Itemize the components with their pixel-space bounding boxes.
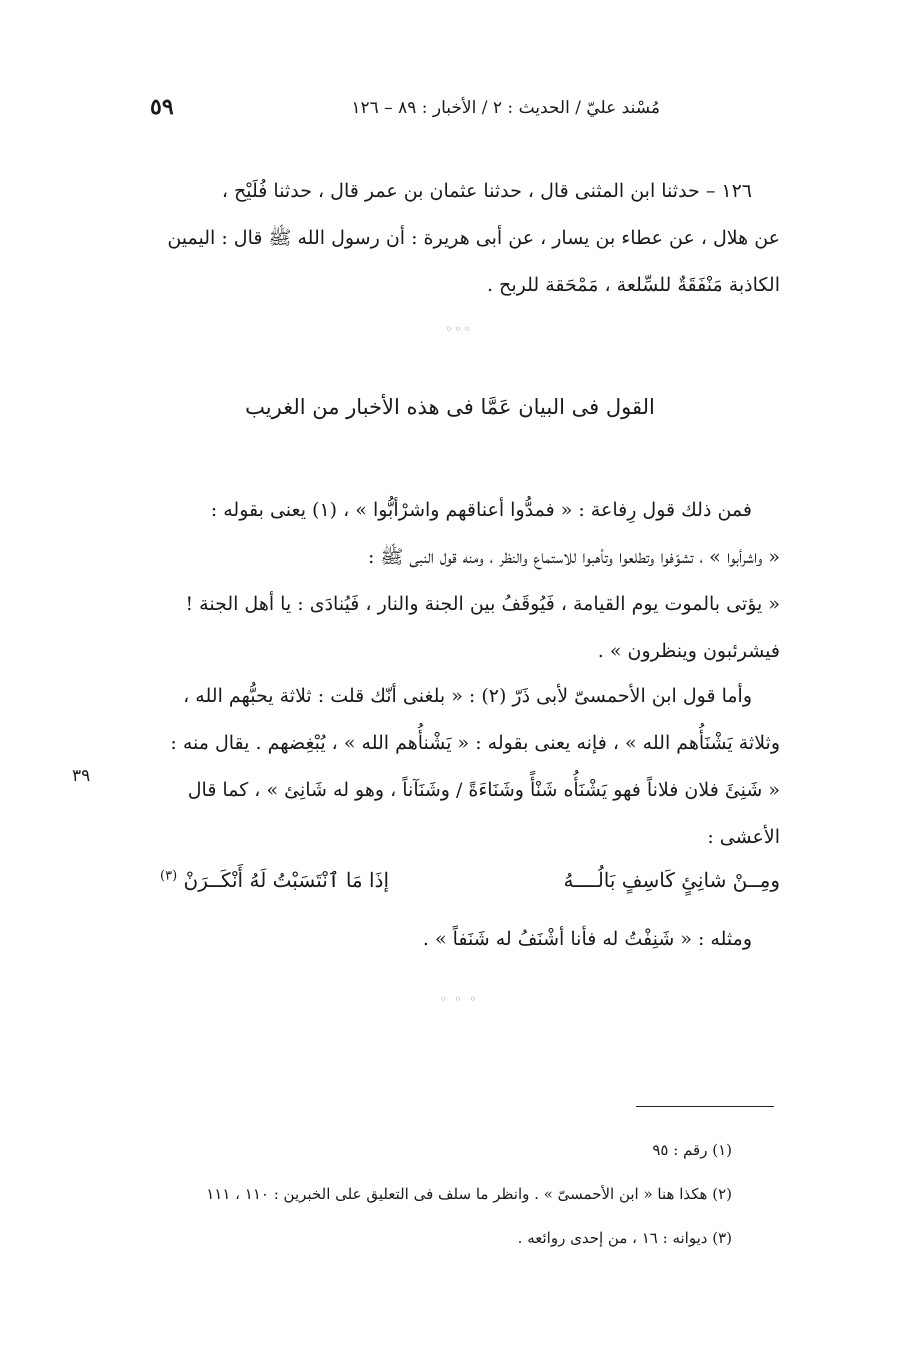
section-title: القول فى البيان عَمَّا فى هذه الأخبار من الغريب [245,395,655,419]
footnote-rule [636,1106,774,1107]
footnotes [120,1128,780,1260]
footnote: (١) رقم : ٩٥ [652,1141,732,1159]
section-separator: ◦ ◦ ◦ [439,992,479,1006]
hadith-126 [120,168,780,309]
footnote-ref: (٣) [160,868,178,884]
page-header [150,92,660,132]
after-verse-text: ومثله : « شَنِفْتُ له فأنا أشْنَفُ له شَنَفاً » . [422,928,752,950]
hadith-line: الكاذبة مَنْفَقَةٌ للسِّلعة ، مَمْحَقة للربح . [486,274,780,296]
paragraph-ahmasi [120,673,780,861]
verse-hemistich-2-text: إذَا مَا ٱنْتَسَبْتُ لَهُ أَنْكَــرَنْ [183,868,390,892]
verse-hemistich-1: ومِــنْ شانِئٍ كَاسِفٍ بَالُــــهُ [563,868,780,892]
paragraph-line: الأعشى : [707,826,780,848]
margin-page-number: ٣٩ [72,766,91,786]
paragraph-line: « واشرأبوا » ، تشوّفوا وتطلعوا وتأهبوا للاستماع والنظر ، ومنه قول النبى ﷺ : [367,546,780,568]
running-title: مُسْند عليّ / الحديث : ٢ / الأخبار : ٨٩ – ١٢٦ [351,98,660,118]
paragraph-rifaa [120,487,780,675]
paragraph-line: وثلاثة يَشْنَأُهم الله » ، فإنه يعنى بقوله : « يَشْنأُهم الله » ، يُبْغِضهم . يقال منه : [170,732,780,754]
paragraph-line: فمن ذلك قول رِفاعة : « فمدُّوا أعناقهم واشرْأبُّوا » ، (١) يعنى بقوله : [210,499,752,521]
section-separator: ◦◦◦ [445,322,473,336]
footnote: (٢) هكذا هنا « ابن الأحمسىّ » . وانظر ما سلف فى التعليق على الخبرين : ١١٠ ، ١١١ [206,1185,732,1203]
paragraph-line: فيشرئبون وينظرون » . [597,640,780,662]
verse-hemistich-2 [160,868,389,892]
hadith-line: عن هلال ، عن عطاء بن يسار ، عن أبى هريرة : أن رسول الله ﷺ قال : اليمين [167,227,780,249]
hadith-line: ١٢٦ – حدثنا ابن المثنى قال ، حدثنا عثمان بن عمر قال ، حدثنا فُلَيْح ، [221,180,752,202]
paragraph-line: « شَنِئَ فلان فلاناً فهو يَشْنَأُه شَنْأً وشَنَاءَةً / وشَنَآناً ، وهو له شَانِئ » ، كما قال [187,779,780,801]
paragraph-line: وأما قول ابن الأحمسىّ لأبى ذَرّ (٢) : « بلغنى أنّك قلت : ثلاثة يحبُّهم الله ، [183,685,752,707]
poetry-verse [120,862,780,912]
paragraph-line: « يؤتى بالموت يوم القيامة ، فَيُوقَفُ بين الجنة والنار ، فَيُنادَى : يا أهل الجنة ! [185,593,780,615]
page-number: ٥٩ [150,94,174,120]
footnote: (٣) ديوانه : ١٦ ، من إحدى روائعه . [517,1229,732,1247]
